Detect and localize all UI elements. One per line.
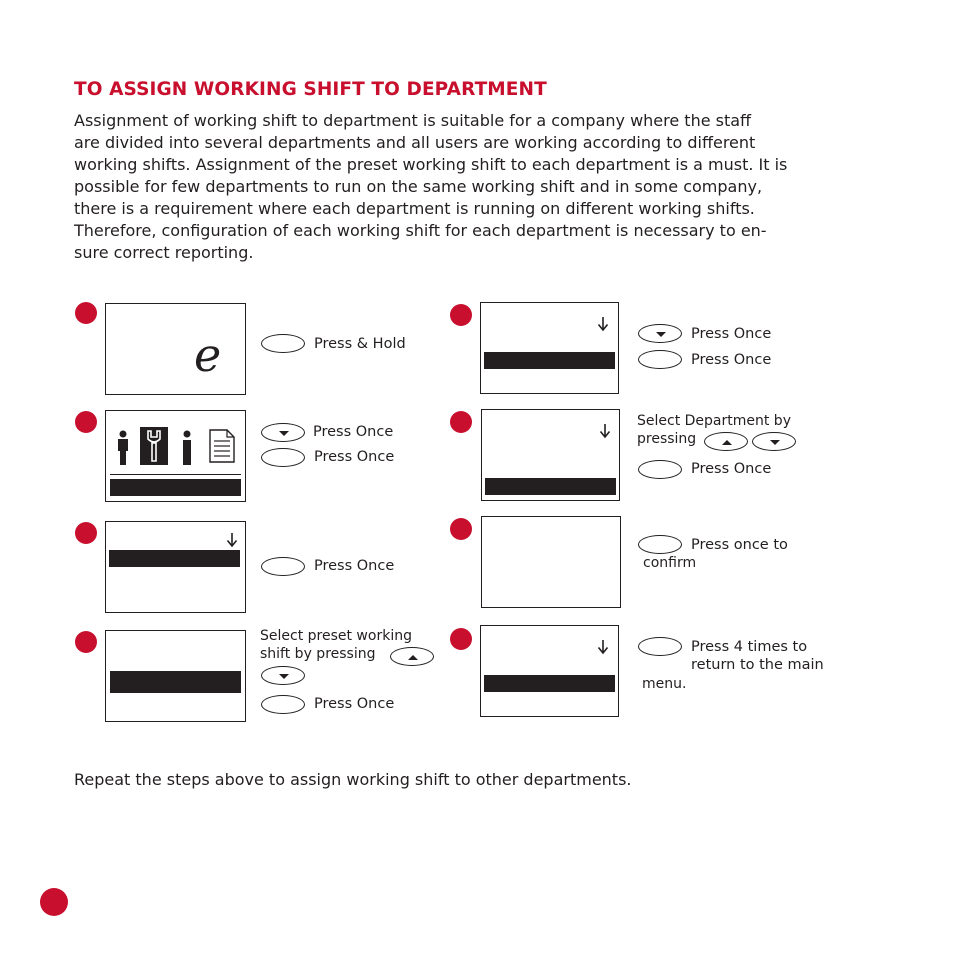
- step-5-caption-a: Press Once: [691, 326, 772, 342]
- step-4-marker: [75, 631, 97, 653]
- user-icon: [115, 430, 131, 466]
- ok-button[interactable]: [261, 695, 305, 714]
- document-icon: [209, 429, 235, 463]
- step-6-screen: [481, 409, 620, 501]
- e-logo-icon: e: [194, 328, 222, 382]
- down-button-icon: [262, 667, 306, 686]
- highlight-bar: [110, 479, 241, 496]
- step-4-text-line2: shift by pressing: [260, 646, 376, 662]
- step-4-text-line1: Select preset working: [260, 628, 412, 644]
- divider: [110, 474, 241, 475]
- step-3-caption: Press Once: [314, 558, 395, 574]
- intro-line: Assignment of working shift to department is suitable for a company where the staff: [74, 111, 752, 130]
- step-1-marker: [75, 302, 97, 324]
- highlight-bar: [110, 671, 241, 693]
- down-arrow-icon: [599, 423, 611, 439]
- ok-button[interactable]: [638, 460, 682, 479]
- intro-line: working shifts. Assignment of the preset working shift to each department is a must. It is: [74, 155, 788, 174]
- intro-line: there is a requirement where each department is running on different working shifts.: [74, 199, 755, 218]
- step-6-text-line2: pressing: [637, 431, 697, 447]
- step-4-screen: [105, 630, 246, 722]
- step-8-text-line1: Press 4 times to: [691, 639, 808, 655]
- intro-line: Therefore, configuration of each working shift for each department is necessary to en-: [74, 221, 767, 240]
- ok-button[interactable]: [261, 557, 305, 576]
- down-button[interactable]: [638, 324, 682, 343]
- ok-button[interactable]: [261, 334, 305, 353]
- up-button[interactable]: [704, 432, 748, 451]
- down-button[interactable]: [261, 666, 305, 685]
- ok-button[interactable]: [261, 448, 305, 467]
- step-2-marker: [75, 411, 97, 433]
- up-button-icon: [705, 433, 749, 452]
- step-8-screen: [480, 625, 619, 717]
- ok-button[interactable]: [638, 535, 682, 554]
- down-arrow-icon: [597, 639, 609, 655]
- step-2-caption-a: Press Once: [313, 424, 394, 440]
- highlight-bar: [109, 550, 240, 567]
- intro-line: possible for few departments to run on the same working shift and in some company,: [74, 177, 763, 196]
- step-1-screen: [105, 303, 246, 395]
- step-5-marker: [450, 304, 472, 326]
- down-arrow-icon: [226, 532, 238, 548]
- step-4-caption: Press Once: [314, 696, 395, 712]
- step-7-text-line2: confirm: [643, 555, 697, 571]
- step-6-marker: [450, 411, 472, 433]
- step-6-text-line1: Select Department by: [637, 413, 791, 429]
- section-title: TO ASSIGN WORKING SHIFT TO DEPARTMENT: [74, 79, 547, 100]
- up-button[interactable]: [390, 647, 434, 666]
- step-3-marker: [75, 522, 97, 544]
- down-arrow-icon: [597, 316, 609, 332]
- step-1-caption: Press & Hold: [314, 336, 406, 352]
- intro-paragraph: [74, 110, 834, 264]
- info-icon: [181, 430, 193, 466]
- step-5-caption-b: Press Once: [691, 352, 772, 368]
- step-7-text-line1: Press once to: [691, 537, 788, 553]
- step-5-screen: [480, 302, 619, 394]
- wrench-icon: [140, 427, 168, 465]
- page-marker: [40, 888, 68, 916]
- highlight-bar: [485, 478, 616, 495]
- step-8-text-line2: return to the main: [691, 657, 824, 673]
- back-button[interactable]: [638, 637, 682, 656]
- step-8-text-line3: menu.: [642, 676, 687, 692]
- intro-line: are divided into several departments and all users are working according to different: [74, 133, 756, 152]
- intro-line: sure correct reporting.: [74, 243, 254, 262]
- down-button-icon: [639, 325, 683, 344]
- step-7-marker: [450, 518, 472, 540]
- ok-button[interactable]: [638, 350, 682, 369]
- step-7-screen: [481, 516, 621, 608]
- down-button-icon: [753, 433, 797, 452]
- up-button-icon: [391, 648, 435, 667]
- step-8-marker: [450, 628, 472, 650]
- step-2-caption-b: Press Once: [314, 449, 395, 465]
- step-6-caption: Press Once: [691, 461, 772, 477]
- down-button[interactable]: [261, 423, 305, 442]
- footer-note: Repeat the steps above to assign working shift to other departments.: [74, 770, 632, 789]
- down-button[interactable]: [752, 432, 796, 451]
- down-button-icon: [262, 424, 306, 443]
- highlight-bar: [484, 352, 615, 369]
- step-2-screen: [105, 410, 246, 502]
- step-3-screen: [105, 521, 246, 613]
- highlight-bar: [484, 675, 615, 692]
